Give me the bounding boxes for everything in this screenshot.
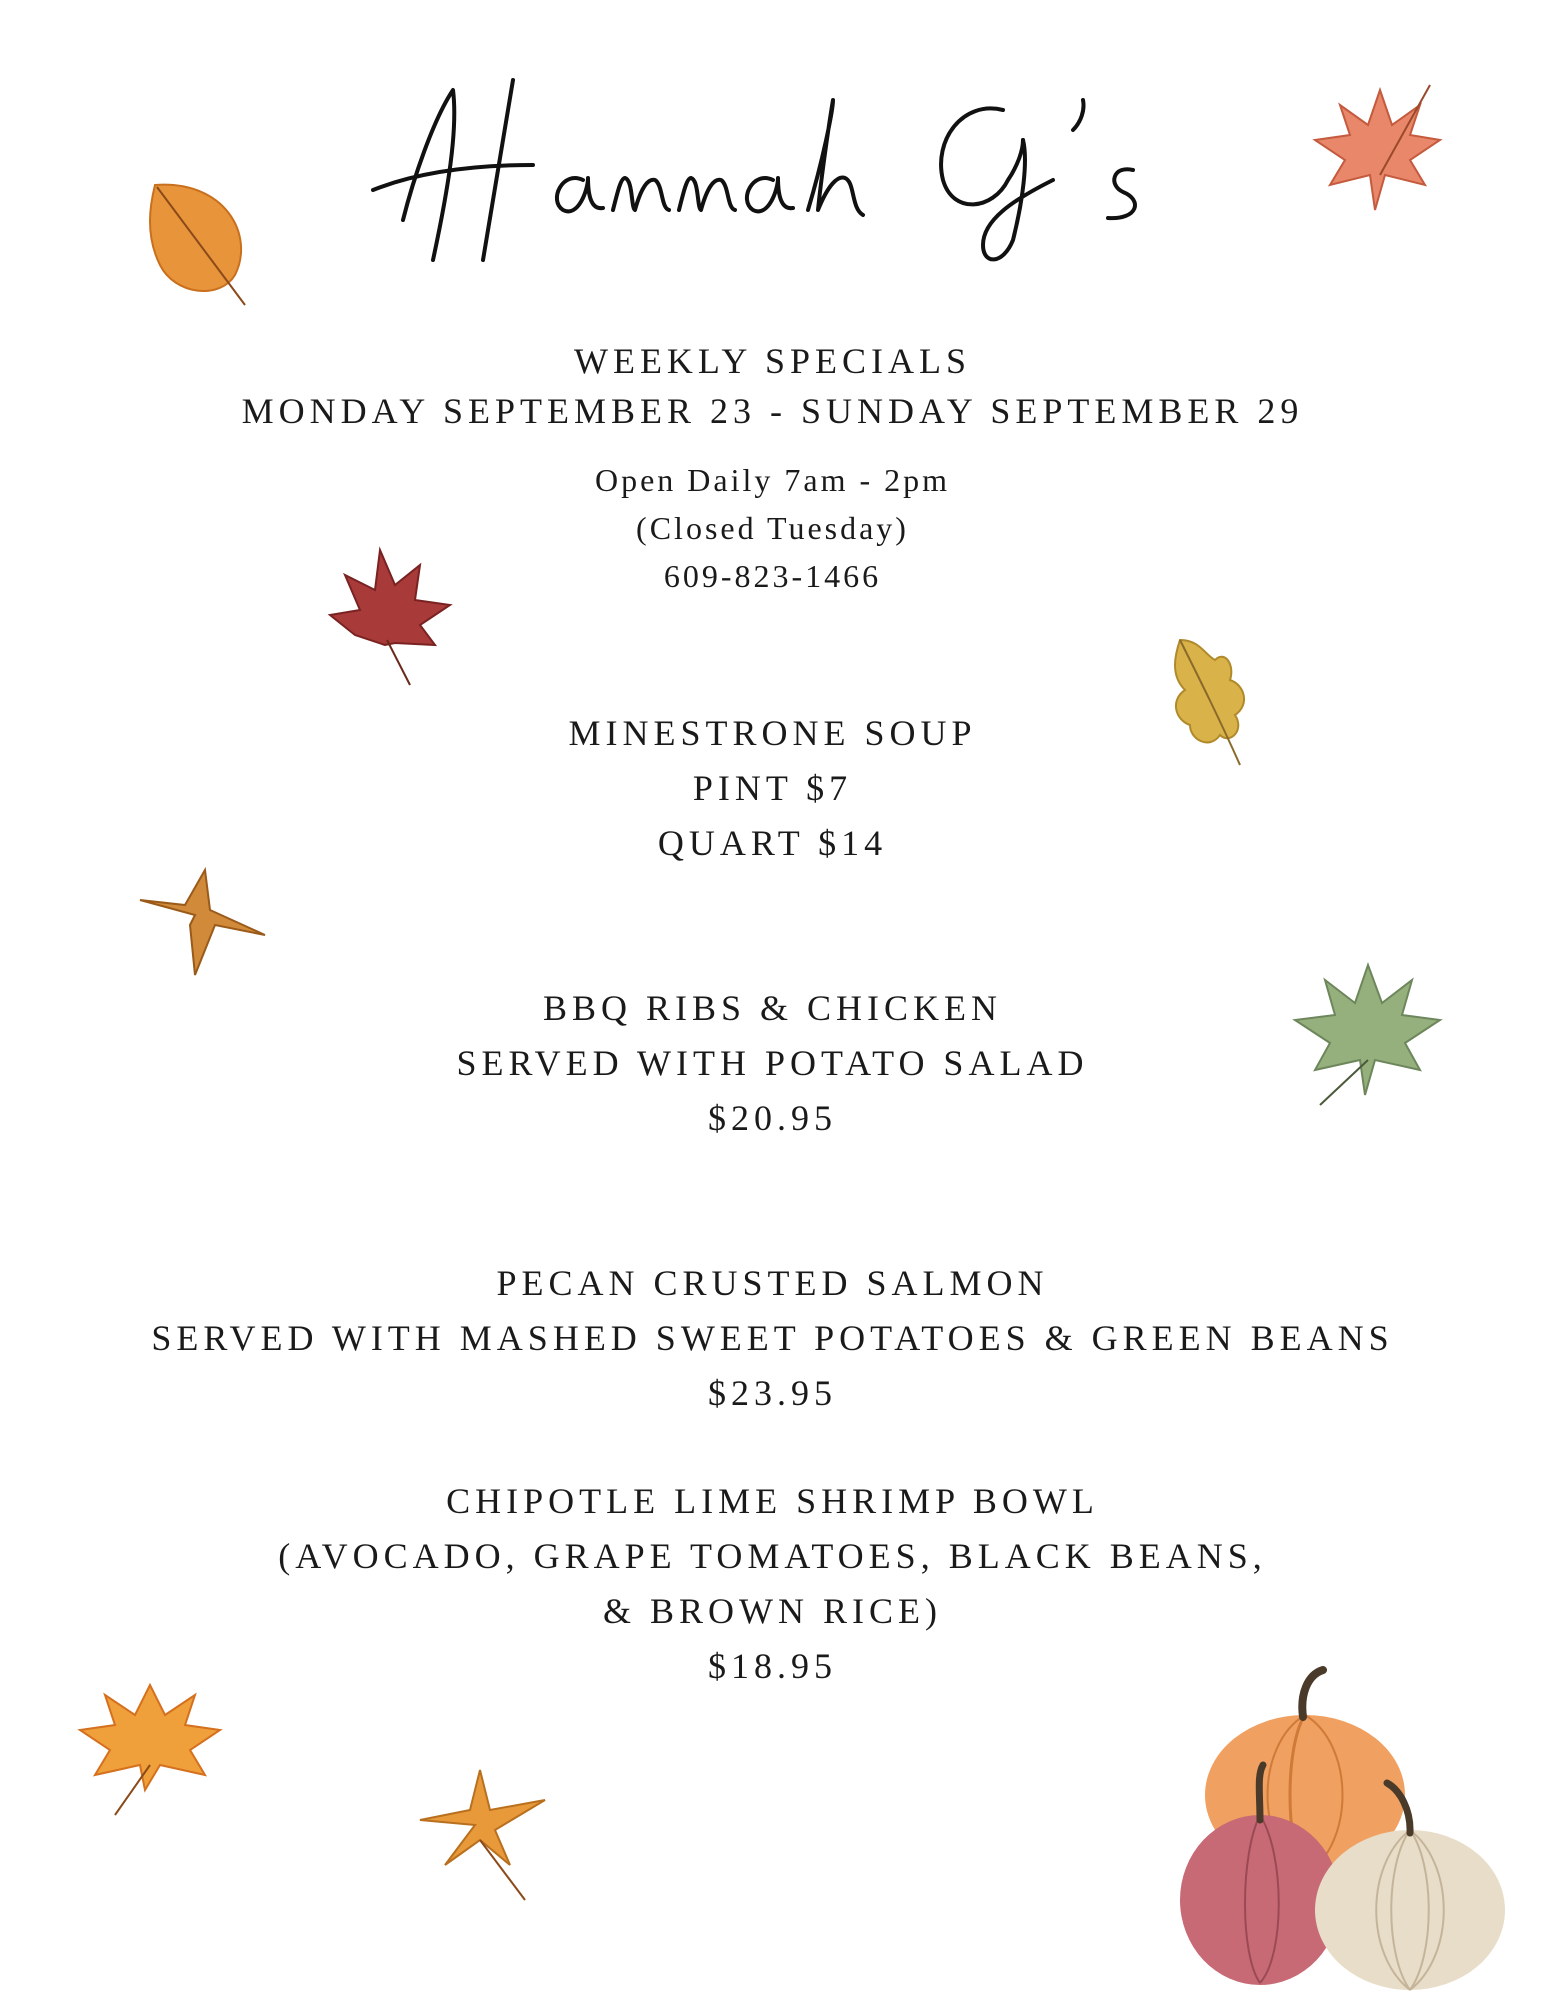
special-detail: SERVED WITH POTATO SALAD (456, 1043, 1089, 1083)
orange-leaf-icon (145, 175, 255, 310)
star-leaf-icon (415, 1765, 550, 1905)
special-detail: PINT $7 (692, 768, 853, 808)
special-name: MINESTRONE SOUP (568, 713, 977, 753)
special-detail: QUART $14 (657, 823, 888, 863)
special-price: $18.95 (708, 1646, 837, 1686)
closed-day-text: (Closed Tuesday) (636, 510, 909, 546)
maple-leaf-icon (1310, 80, 1445, 220)
special-name: BBQ RIBS & CHICKEN (542, 988, 1003, 1028)
special-detail: & BROWN RICE) (603, 1591, 942, 1631)
special-detail: (AVOCADO, GRAPE TOMATOES, BLACK BEANS, (278, 1536, 1267, 1576)
special-name: CHIPOTLE LIME SHRIMP BOWL (446, 1481, 1099, 1521)
pumpkins-icon (1175, 1665, 1515, 1995)
yellow-oak-leaf-icon (1160, 630, 1260, 770)
red-leaf-icon (325, 545, 455, 690)
green-maple-leaf-icon (1290, 955, 1445, 1115)
phone-number: 609-823-1466 (663, 558, 882, 594)
special-price: $23.95 (708, 1373, 837, 1413)
brand-script-logo (363, 70, 1183, 270)
hours-text: Open Daily 7am - 2pm (594, 462, 951, 498)
special-price: $20.95 (708, 1098, 837, 1138)
weekly-specials-title: WEEKLY SPECIALS (573, 341, 972, 381)
special-name: PECAN CRUSTED SALMON (496, 1263, 1049, 1303)
brown-leaf-icon (135, 860, 270, 980)
autumn-maple-leaf-icon (75, 1680, 225, 1820)
special-detail: SERVED WITH MASHED SWEET POTATOES & GREEN BEANS (151, 1318, 1394, 1358)
date-range: MONDAY SEPTEMBER 23 - SUNDAY SEPTEMBER 29 (241, 391, 1304, 431)
